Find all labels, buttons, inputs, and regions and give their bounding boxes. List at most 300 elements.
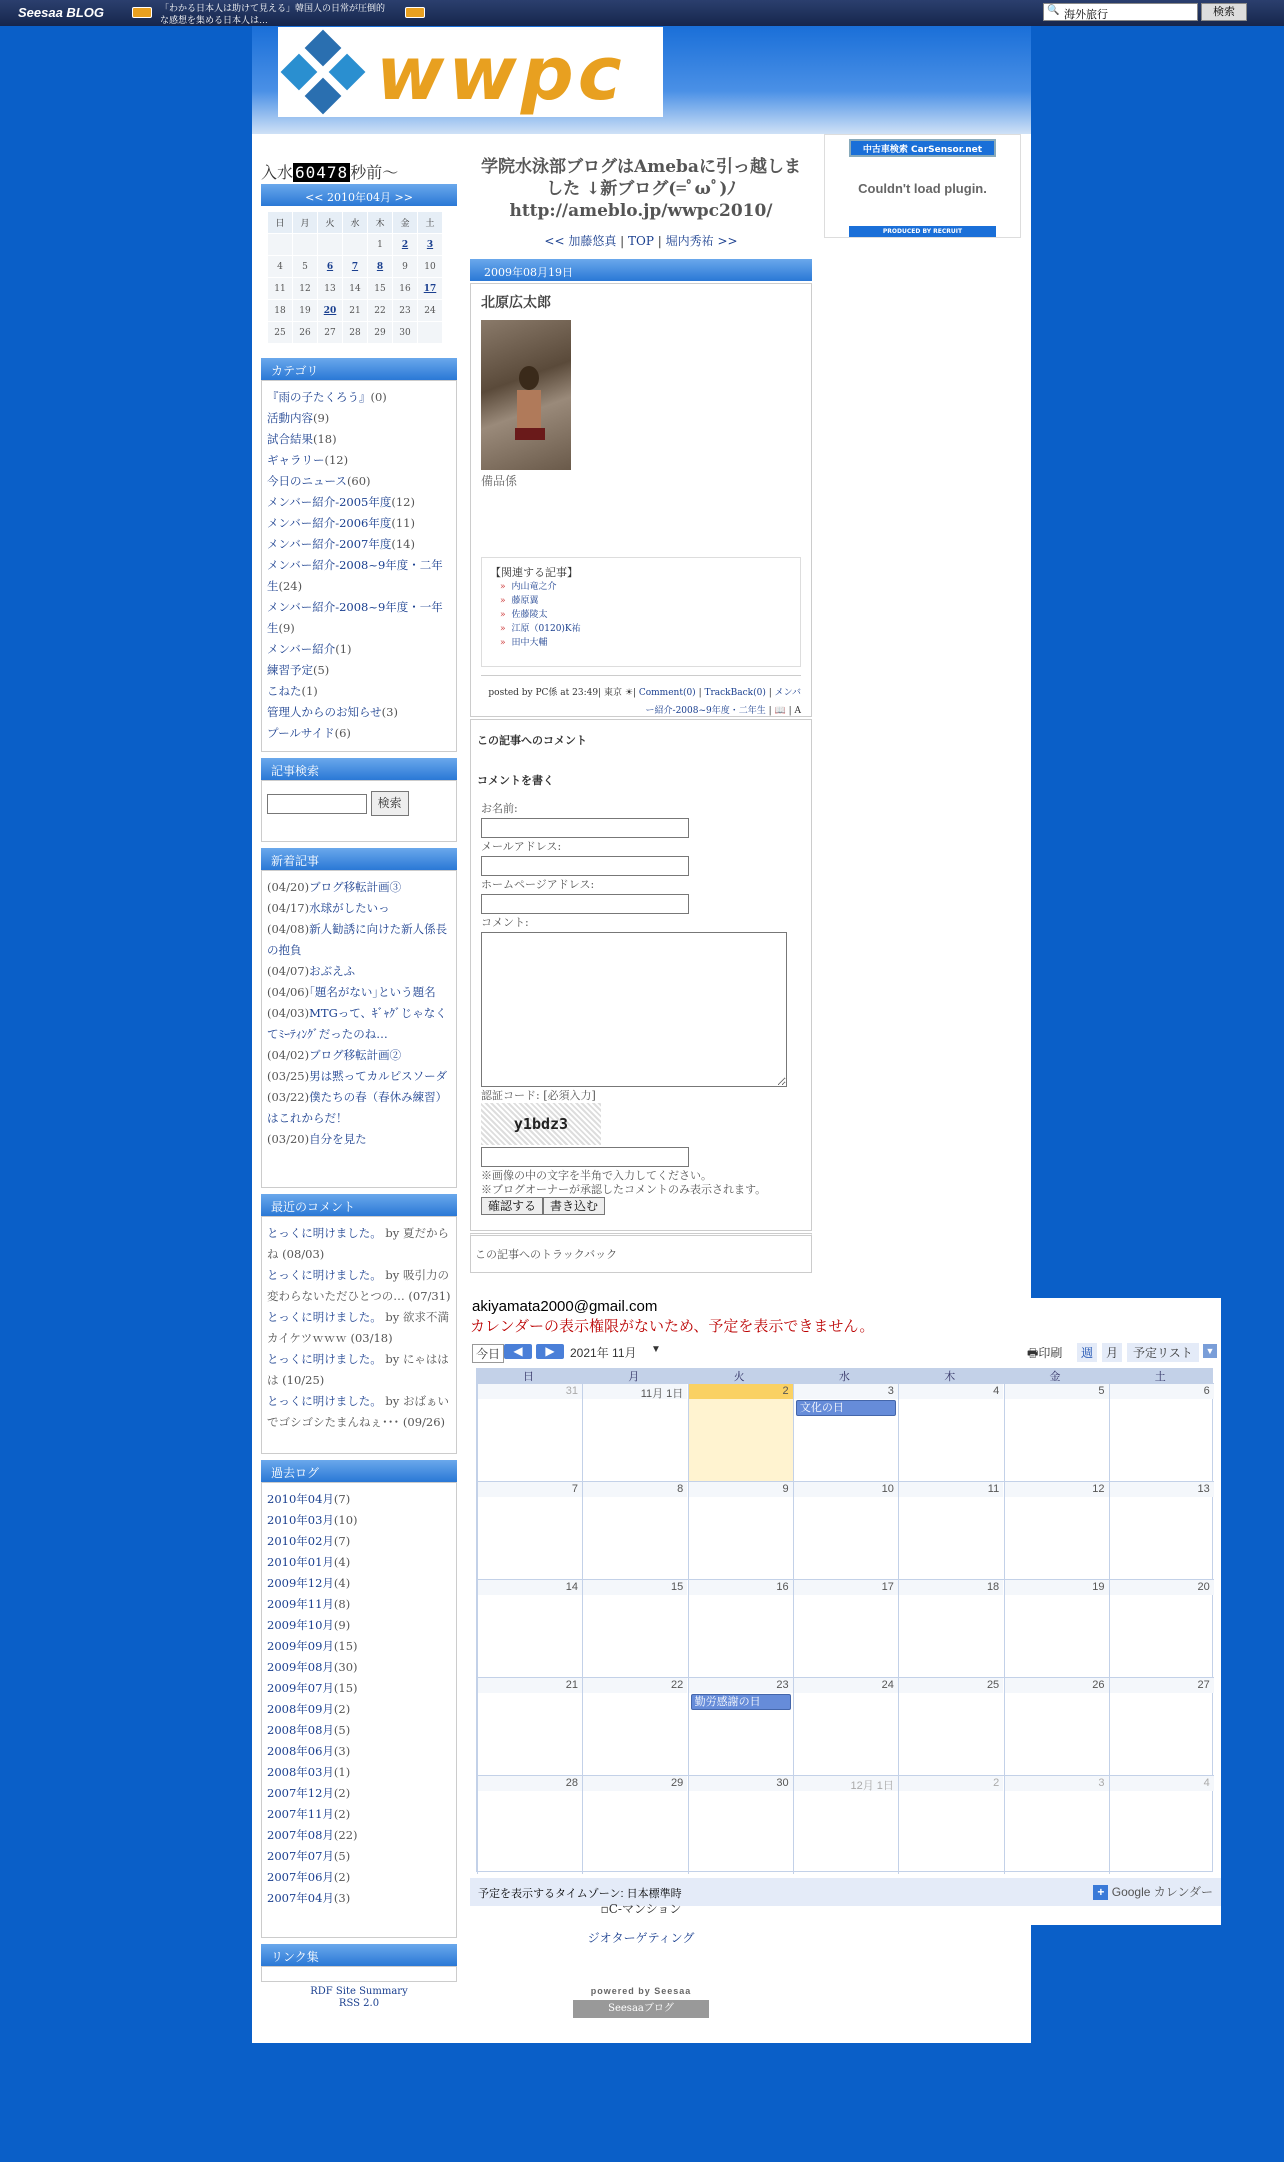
recent-comment-link[interactable]: とっくに明けました。 xyxy=(267,1352,382,1366)
print-label: 印刷 xyxy=(1038,1346,1063,1360)
mini-calendar-day: 30 xyxy=(393,322,418,344)
mini-calendar-day[interactable]: 17 xyxy=(418,278,443,300)
seesaa-blog-button[interactable]: Seesaaブログ xyxy=(573,2000,709,2018)
calendar-day-number: 25 xyxy=(899,1678,1003,1693)
archive-link[interactable]: 2007年06月 xyxy=(267,1870,334,1884)
prev-post-link[interactable]: << 加藤悠真 xyxy=(544,234,617,248)
calendar-day-cell[interactable] xyxy=(477,1776,582,1874)
calendar-day-cell[interactable] xyxy=(1109,1776,1214,1874)
archive-count: (1) xyxy=(333,1765,351,1779)
calendar-day-cell[interactable] xyxy=(1109,1678,1214,1776)
page-footer xyxy=(470,1900,812,2018)
archive-count: (7) xyxy=(333,1534,351,1548)
archive-link[interactable]: 2009年12月 xyxy=(267,1576,334,1590)
calendar-day-number: 4 xyxy=(1110,1776,1214,1791)
calendar-weekday-label: 火 xyxy=(733,1371,745,1383)
mini-calendar-day: 13 xyxy=(318,278,343,300)
mini-calendar-day xyxy=(343,234,368,256)
calendar-day-cell[interactable] xyxy=(1109,1384,1214,1482)
archive-link[interactable]: 2007年11月 xyxy=(267,1807,334,1821)
calendar-weekday-label: 土 xyxy=(1154,1371,1166,1383)
next-post-link[interactable]: 堀内秀祐 >> xyxy=(665,234,738,248)
recent-comment-link[interactable]: とっくに明けました。 xyxy=(267,1226,382,1240)
recent-post-link[interactable]: 水球がしたいっ xyxy=(309,901,390,915)
next-month-button[interactable]: ▶ xyxy=(536,1344,564,1359)
calendar-day-cell[interactable] xyxy=(793,1384,898,1482)
calendar-day-cell[interactable] xyxy=(793,1776,898,1874)
category-link[interactable]: メンバー紹介-2006年度 xyxy=(267,516,392,530)
rss-link[interactable]: RSS 2.0 xyxy=(338,1998,380,2009)
calendar-day-cell[interactable] xyxy=(1004,1580,1109,1678)
archive-link[interactable]: 2009年09月 xyxy=(267,1639,334,1653)
captcha-note: ※画像の中の文字を半角で入力してください。 xyxy=(481,1169,712,1182)
rdf-link[interactable]: RDF Site Summary xyxy=(310,1986,408,1997)
mini-calendar-day[interactable]: 2 xyxy=(393,234,418,256)
mini-calendar-day: 12 xyxy=(293,278,318,300)
calendar-day-cell[interactable] xyxy=(582,1776,687,1874)
related-article-link[interactable]: 佐藤陵太 xyxy=(511,610,548,620)
comment-section xyxy=(470,719,812,1231)
archive-item xyxy=(267,1720,451,1741)
recent-comment-item xyxy=(267,1223,451,1265)
related-article-link[interactable]: 藤原翼 xyxy=(511,596,539,606)
calendar-day-cell[interactable] xyxy=(582,1384,687,1482)
archive-item xyxy=(267,1783,451,1804)
category-count: (9) xyxy=(278,621,295,635)
mini-calendar-day: 11 xyxy=(268,278,293,300)
calendar-day-number: 11 xyxy=(899,1482,1003,1497)
recent-post-link[interactable]: ブログ移転計画② xyxy=(309,1048,402,1062)
archive-item xyxy=(267,1804,451,1825)
trackback-section: この記事へのトラックバック xyxy=(470,1233,812,1273)
google-calendar-button[interactable] xyxy=(1093,1883,1213,1900)
mini-calendar-day: 24 xyxy=(418,300,443,322)
mini-calendar-weekday: 月 xyxy=(293,212,318,234)
archive-item xyxy=(267,1699,451,1720)
calendar-day-number: 2 xyxy=(899,1776,1003,1791)
calendar-day-cell[interactable] xyxy=(1004,1678,1109,1776)
calendar-day-cell[interactable] xyxy=(688,1482,793,1580)
calendar-week-row xyxy=(477,1677,1214,1775)
calendar-permission-error: カレンダーの表示権限がないため、予定を表示できません。 xyxy=(470,1318,875,1335)
mini-calendar-weekday: 土 xyxy=(418,212,443,234)
calendar-day-number: 9 xyxy=(689,1482,793,1497)
article-search-button[interactable]: 検索 xyxy=(371,791,409,816)
archive-count: (15) xyxy=(333,1681,358,1695)
mini-calendar-day: 21 xyxy=(343,300,368,322)
category-count: (3) xyxy=(381,705,398,719)
calendar-weekday-label: 月 xyxy=(628,1371,640,1383)
mini-calendar-day: 5 xyxy=(293,256,318,278)
recent-post-date: (04/03) xyxy=(267,1006,310,1020)
category-link[interactable]: 今日のニュース xyxy=(267,474,347,488)
toolbar-news-link[interactable]: 「わかる日本人は助けて見える」韓国人の日常が圧倒的な感想を集める日本人は… xyxy=(160,3,386,25)
archive-link[interactable]: 2008年09月 xyxy=(267,1702,334,1716)
category-count: (0) xyxy=(370,390,387,404)
confirm-button[interactable]: 確認する xyxy=(481,1197,543,1215)
calendar-day-number: 12月 1日 xyxy=(794,1776,898,1791)
archive-item xyxy=(267,1531,451,1552)
calendar-day-number: 8 xyxy=(583,1482,687,1497)
hatena-icon[interactable]: A xyxy=(794,706,801,716)
recent-comment-by: by 夏だからね (08/03) xyxy=(267,1226,449,1261)
related-article-item xyxy=(500,580,792,594)
captcha-label: 認証コード: [必須入力] xyxy=(481,1089,596,1102)
calendar-event[interactable]: 勤労感謝の日 xyxy=(691,1694,791,1710)
archive-link[interactable]: 2007年08月 xyxy=(267,1828,334,1842)
category-link[interactable]: メンバー紹介-2007年度 xyxy=(267,537,392,551)
calendar-day-cell[interactable] xyxy=(793,1678,898,1776)
calendar-day-number: 11月 1日 xyxy=(583,1384,687,1399)
recent-post-item xyxy=(267,1045,451,1066)
mini-calendar-day: 19 xyxy=(293,300,318,322)
mini-calendar-day: 23 xyxy=(393,300,418,322)
calendar-day-number: 12 xyxy=(1005,1482,1109,1497)
toolbar-search-button[interactable]: 検索 xyxy=(1201,3,1247,21)
mini-calendar-day[interactable]: 8 xyxy=(368,256,393,278)
arrow-badge-icon xyxy=(405,7,425,18)
archive-link[interactable]: 2009年07月 xyxy=(267,1681,334,1695)
article-search-input[interactable] xyxy=(267,794,367,814)
category-count: (1) xyxy=(335,642,352,656)
post-title: 北原広太郎 xyxy=(481,295,551,311)
carsensor-widget xyxy=(824,134,1021,238)
mini-calendar-day[interactable]: 3 xyxy=(418,234,443,256)
calendar-weekday-label: 木 xyxy=(944,1371,956,1383)
recent-post-link[interactable]: ｢題名がない｣という題名 xyxy=(309,985,436,999)
post-nav: << 加藤悠真 | TOP | 堀内秀祐 >> xyxy=(544,234,738,248)
archive-count: (7) xyxy=(333,1492,351,1506)
archive-count: (4) xyxy=(333,1576,351,1590)
calendar-day-number: 6 xyxy=(1110,1384,1214,1399)
archive-link[interactable]: 2008年03月 xyxy=(267,1765,334,1779)
calendar-day-cell[interactable] xyxy=(1109,1482,1214,1580)
recent-post-item xyxy=(267,898,451,919)
archive-link[interactable]: 2009年11月 xyxy=(267,1597,334,1611)
mini-calendar-day: 1 xyxy=(368,234,393,256)
category-item xyxy=(267,555,451,597)
print-button[interactable] xyxy=(1027,1344,1062,1365)
seesaa-blog-logo[interactable]: Seesaa BLOG xyxy=(18,5,104,20)
views-dropdown-icon[interactable]: ▼ xyxy=(1203,1344,1217,1358)
geotargeting-link[interactable]: ジオターゲティング xyxy=(587,1931,695,1945)
archive-count: (5) xyxy=(333,1849,351,1863)
category-link[interactable]: 練習予定 xyxy=(267,663,313,677)
mini-calendar-day: 15 xyxy=(368,278,393,300)
blog-page xyxy=(252,26,1215,2043)
calendar-day-cell[interactable] xyxy=(477,1384,582,1482)
calendar-day-cell[interactable] xyxy=(477,1678,582,1776)
post-date: 2009年08月19日 xyxy=(470,259,812,281)
archive-link[interactable]: 2010年04月 xyxy=(267,1492,334,1506)
toolbar-search-input[interactable]: 🔍 海外旅行 xyxy=(1043,3,1198,21)
recent-comment-link[interactable]: とっくに明けました。 xyxy=(267,1310,382,1324)
archive-item xyxy=(267,1867,451,1888)
category-link[interactable]: 管理人からのお知らせ xyxy=(267,705,382,719)
week-view-tab[interactable]: 週 xyxy=(1077,1343,1097,1362)
email-field[interactable] xyxy=(481,856,689,876)
archive-link[interactable]: 2009年10月 xyxy=(267,1618,334,1632)
mini-calendar-day xyxy=(318,234,343,256)
timezone-label: 予定を表示するタイムゾーン: 日本標準時 xyxy=(478,1888,682,1900)
categories-header: カテゴリ xyxy=(261,358,457,380)
category-link[interactable]: 活動内容 xyxy=(267,411,313,425)
calendar-day-cell[interactable] xyxy=(793,1482,898,1580)
category-count: (60) xyxy=(346,474,371,488)
category-count: (12) xyxy=(324,453,349,467)
recent-post-link[interactable]: おぶえふ xyxy=(309,964,356,978)
archive-link[interactable]: 2010年02月 xyxy=(267,1534,334,1548)
calendar-day-number: 26 xyxy=(1005,1678,1109,1693)
recent-post-item xyxy=(267,877,451,898)
related-article-link[interactable]: 内山竜之介 xyxy=(511,582,557,592)
archive-link[interactable]: 2009年08月 xyxy=(267,1660,334,1674)
calendar-day-number: 2 xyxy=(689,1384,793,1399)
mini-calendar-weekday: 水 xyxy=(343,212,368,234)
archive-link[interactable]: 2008年08月 xyxy=(267,1723,334,1737)
prev-month-button[interactable]: ◀ xyxy=(504,1344,532,1359)
category-link[interactable]: メンバー紹介-2008~9年度・二年生 xyxy=(645,688,801,716)
recent-post-link[interactable]: ブログ移転計画③ xyxy=(309,880,402,894)
calendar-day-cell[interactable] xyxy=(582,1678,687,1776)
homepage-field[interactable] xyxy=(481,894,689,914)
recent-post-item xyxy=(267,1087,451,1129)
archive-count: (2) xyxy=(333,1702,351,1716)
calendar-day-cell[interactable] xyxy=(1109,1580,1214,1678)
carsensor-banner[interactable]: 中古車検索 CarSensor.net xyxy=(849,139,996,157)
archive-item xyxy=(267,1573,451,1594)
broken-image-icon: ▫ xyxy=(600,1902,609,1916)
recent-comment-item xyxy=(267,1391,451,1433)
recent-post-link[interactable]: 男は黙ってカルピスソーダ xyxy=(309,1069,448,1083)
calendar-day-cell[interactable] xyxy=(1004,1776,1109,1874)
category-link[interactable]: メンバー紹介 xyxy=(267,642,336,656)
archive-count: (2) xyxy=(333,1870,351,1884)
calendar-day-cell[interactable] xyxy=(898,1776,1003,1874)
archive-item xyxy=(267,1657,451,1678)
recent-post-item xyxy=(267,982,451,1003)
calendar-day-number: 21 xyxy=(478,1678,582,1693)
bullet-icon: » xyxy=(500,596,506,606)
recent-comment-link[interactable]: とっくに明けました。 xyxy=(267,1268,382,1282)
calendar-day-number: 5 xyxy=(1005,1384,1109,1399)
calendar-day-cell[interactable] xyxy=(688,1776,793,1874)
calendar-day-number: 22 xyxy=(583,1678,687,1693)
archive-item xyxy=(267,1510,451,1531)
category-link[interactable]: 試合結果 xyxy=(267,432,313,446)
category-link[interactable]: メンバー紹介-2008~9年度・一年生 xyxy=(267,600,443,635)
calendar-day-cell[interactable] xyxy=(477,1580,582,1678)
left-sidebar xyxy=(261,134,457,2010)
calendar-event[interactable]: 文化の日 xyxy=(796,1400,896,1416)
archive-link[interactable]: 2007年07月 xyxy=(267,1849,334,1863)
calendar-day-cell[interactable] xyxy=(793,1580,898,1678)
powered-by-seesaa[interactable]: powered by Seesaa xyxy=(590,1986,692,1996)
mini-calendar-day: 14 xyxy=(343,278,368,300)
mini-calendar-title[interactable]: << 2010年04月 >> xyxy=(261,184,457,206)
calendar-day-cell[interactable] xyxy=(1004,1482,1109,1580)
mini-calendar-day[interactable]: 6 xyxy=(318,256,343,278)
comment-link[interactable]: Comment(0) xyxy=(638,688,696,698)
archive-count: (10) xyxy=(333,1513,358,1527)
recent-comments-header: 最近のコメント xyxy=(261,1194,457,1216)
archives-header: 過去ログ xyxy=(261,1460,457,1482)
archives-list xyxy=(261,1482,457,1938)
calendar-day-cell[interactable] xyxy=(898,1678,1003,1776)
category-link[interactable]: こねた xyxy=(267,684,302,698)
related-article-item xyxy=(500,636,792,650)
category-item xyxy=(267,429,451,450)
calendar-day-cell[interactable] xyxy=(898,1482,1003,1580)
related-article-item xyxy=(500,594,792,608)
calendar-owner-email: akiyamata2000@gmail.com xyxy=(472,1298,658,1315)
archive-link[interactable]: 2010年03月 xyxy=(267,1513,334,1527)
related-article-link[interactable]: 田中大輔 xyxy=(511,638,548,648)
category-item xyxy=(267,660,451,681)
category-item xyxy=(267,597,451,639)
email-label: メールアドレス: xyxy=(481,840,562,853)
recent-comment-item xyxy=(267,1307,451,1349)
category-item xyxy=(267,639,451,660)
related-article-item xyxy=(500,608,792,622)
category-count: (12) xyxy=(391,495,415,509)
calendar-weekday-label: 日 xyxy=(523,1371,534,1383)
comments-heading: この記事へのコメント xyxy=(477,734,587,747)
today-button[interactable]: 今日 xyxy=(472,1344,504,1363)
archive-item xyxy=(267,1636,451,1657)
archive-item xyxy=(267,1615,451,1636)
comment-textarea[interactable] xyxy=(481,932,787,1087)
recent-post-item xyxy=(267,961,451,982)
category-item xyxy=(267,471,451,492)
mini-calendar-day: 4 xyxy=(268,256,293,278)
category-link[interactable]: メンバー紹介-2008~9年度・二年生 xyxy=(267,558,443,593)
calendar-day-number: 18 xyxy=(899,1580,1003,1595)
recent-post-link[interactable]: MTGって、ｷﾞｬｸﾞじゃなくてﾐｰﾃｨﾝｸﾞだったのね… xyxy=(267,1006,447,1041)
name-field[interactable] xyxy=(481,818,689,838)
mini-calendar-day xyxy=(293,234,318,256)
archive-link[interactable]: 2007年04月 xyxy=(267,1891,334,1905)
archive-count: (9) xyxy=(333,1618,351,1632)
calendar-day-cell[interactable] xyxy=(898,1384,1003,1482)
calendar-day-cell[interactable] xyxy=(688,1678,793,1776)
archive-link[interactable]: 2007年12月 xyxy=(267,1786,334,1800)
recent-post-link[interactable]: 自分を見た xyxy=(309,1132,367,1146)
post-photo[interactable] xyxy=(481,320,571,470)
calendar-day-number: 14 xyxy=(478,1580,582,1595)
mini-calendar-weekday: 日 xyxy=(268,212,293,234)
related-articles xyxy=(481,557,801,667)
archive-item xyxy=(267,1762,451,1783)
recent-post-item xyxy=(267,919,451,961)
archive-link[interactable]: 2008年06月 xyxy=(267,1744,334,1758)
calendar-day-cell[interactable] xyxy=(582,1482,687,1580)
main-column xyxy=(470,134,812,1273)
category-item xyxy=(267,702,451,723)
dive-counter xyxy=(261,160,457,182)
counter-suffix: 秒前～ xyxy=(350,163,399,182)
month-view-tab[interactable]: 月 xyxy=(1102,1343,1122,1362)
recent-post-item xyxy=(267,1129,451,1150)
comment-label: コメント: xyxy=(481,916,529,929)
archive-link[interactable]: 2010年01月 xyxy=(267,1555,334,1569)
category-item xyxy=(267,681,451,702)
calendar-day-cell[interactable] xyxy=(688,1580,793,1678)
calendar-day-cell[interactable] xyxy=(477,1482,582,1580)
new-blog-url[interactable]: http://ameblo.jp/wwpc2010/ xyxy=(509,201,773,221)
recent-post-date: (04/02) xyxy=(267,1048,310,1062)
write-comment-heading: コメントを書く xyxy=(477,774,554,787)
archive-count: (5) xyxy=(333,1723,351,1737)
calendar-toolbar xyxy=(470,1342,1221,1364)
category-item xyxy=(267,450,451,471)
calendar-day-number: 30 xyxy=(689,1776,793,1791)
mini-calendar xyxy=(267,211,443,344)
recent-comment-by: by 欲求不満カイケツｗｗｗ (03/18) xyxy=(267,1310,449,1345)
mini-calendar-day[interactable]: 7 xyxy=(343,256,368,278)
archive-item xyxy=(267,1552,451,1573)
calendar-weekday-header xyxy=(476,1368,1213,1382)
bookmark-icon[interactable]: 📖 xyxy=(774,706,786,716)
category-link[interactable]: ギャラリー xyxy=(267,453,325,467)
calendar-week-row xyxy=(477,1481,1214,1579)
recent-post-link[interactable]: 僕たちの春（春休み練習）はこれからだ！ xyxy=(267,1090,448,1125)
mini-calendar-weekday: 木 xyxy=(368,212,393,234)
bullet-icon: » xyxy=(500,610,506,620)
calendar-day-number: 4 xyxy=(899,1384,1003,1399)
mansion-image-alt[interactable]: ▫C-マンション xyxy=(600,1902,682,1916)
recent-post-date: (03/22) xyxy=(267,1090,310,1104)
calendar-day-number: 3 xyxy=(1005,1776,1109,1791)
archive-count: (8) xyxy=(333,1597,351,1611)
category-count: (1) xyxy=(301,684,318,698)
calendar-weekday-label: 水 xyxy=(838,1371,850,1383)
calendar-month-grid xyxy=(476,1382,1213,1872)
recent-comment-link[interactable]: とっくに明けました。 xyxy=(267,1394,382,1408)
google-calendar-brand: Google カレンダー xyxy=(1111,1885,1213,1899)
blog-logo[interactable] xyxy=(278,27,663,117)
submit-button[interactable]: 書き込む xyxy=(543,1197,605,1215)
calendar-day-cell[interactable] xyxy=(898,1580,1003,1678)
recent-post-link[interactable]: 新人勧誘に向けた新人係長の抱負 xyxy=(267,922,448,957)
agenda-view-tab[interactable]: 予定リスト xyxy=(1127,1343,1199,1362)
calendar-day-cell[interactable] xyxy=(582,1580,687,1678)
calendar-day-cell[interactable] xyxy=(688,1384,793,1482)
category-link[interactable]: 『雨の子たくろう』 xyxy=(267,390,371,404)
mini-calendar-day xyxy=(418,322,443,344)
calendar-day-cell[interactable] xyxy=(1004,1384,1109,1482)
recruit-footer: PRODUCED BY RECRUIT xyxy=(849,226,996,237)
seesaa-toolbar xyxy=(0,0,1284,26)
related-article-link[interactable]: 江原（0120)K祐 xyxy=(511,624,581,634)
category-count: (5) xyxy=(313,663,330,677)
trackback-link[interactable]: TrackBack(0) xyxy=(704,688,766,698)
category-item xyxy=(267,387,451,408)
calendar-day-number: 19 xyxy=(1005,1580,1109,1595)
mini-calendar-day: 27 xyxy=(318,322,343,344)
top-link[interactable]: TOP xyxy=(628,234,654,248)
captcha-field[interactable] xyxy=(481,1147,689,1167)
mini-calendar-day: 28 xyxy=(343,322,368,344)
mini-calendar-day[interactable]: 20 xyxy=(318,300,343,322)
category-item xyxy=(267,408,451,429)
month-dropdown-icon[interactable]: ▼ xyxy=(651,1344,661,1355)
category-link[interactable]: プールサイド xyxy=(267,726,335,740)
category-link[interactable]: メンバー紹介-2005年度 xyxy=(267,495,392,509)
archive-item xyxy=(267,1741,451,1762)
calendar-day-number: 20 xyxy=(1110,1580,1214,1595)
category-item xyxy=(267,492,451,513)
